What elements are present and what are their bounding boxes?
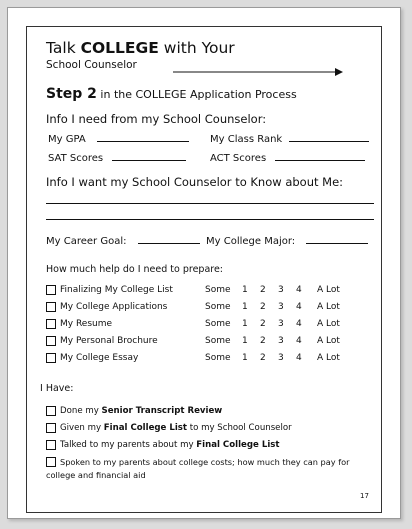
know-line-2[interactable] — [46, 219, 374, 220]
scale-1[interactable]: 1 — [242, 285, 248, 295]
title-bold: COLLEGE — [80, 39, 159, 57]
worksheet-page — [7, 7, 401, 519]
scale-3[interactable]: 3 — [278, 353, 284, 363]
have-item-text — [60, 457, 349, 467]
need-heading: Info I need from my School Counselor: — [46, 112, 267, 126]
act-field — [210, 151, 365, 164]
scale-a-lot: A Lot — [317, 353, 340, 363]
career-field — [46, 234, 200, 247]
scale-1[interactable]: 1 — [242, 353, 248, 363]
scale-some: Some — [205, 302, 231, 312]
scale-4[interactable]: 4 — [296, 319, 302, 329]
scale-a-lot: A Lot — [317, 285, 340, 295]
scale-2[interactable]: 2 — [260, 302, 266, 312]
class-rank-label: My Class Rank — [210, 134, 283, 145]
help-item-label: Finalizing My College List — [60, 285, 173, 295]
checkbox[interactable] — [46, 457, 56, 467]
have-item-text — [60, 423, 292, 433]
scale-2[interactable]: 2 — [260, 353, 266, 363]
have-text-pre: Done my — [60, 406, 102, 416]
checkbox[interactable] — [46, 319, 56, 329]
step-text: in the COLLEGE Application Process — [96, 88, 297, 101]
page-subtitle: School Counselor — [46, 59, 137, 71]
major-label: My College Major: — [206, 236, 296, 247]
scale-some: Some — [205, 353, 231, 363]
scale-2[interactable]: 2 — [260, 336, 266, 346]
know-heading: Info I want my School Counselor to Know about Me: — [46, 175, 344, 189]
scale-a-lot: A Lot — [317, 302, 340, 312]
have-item-text — [60, 406, 222, 416]
have-text-bold: Final College List — [196, 440, 280, 450]
help-item-label: My Resume — [60, 319, 113, 329]
major-blank[interactable] — [306, 234, 368, 244]
sat-label: SAT Scores — [48, 153, 104, 164]
career-label: My Career Goal: — [46, 236, 127, 247]
scale-some: Some — [205, 285, 231, 295]
scale-4[interactable]: 4 — [296, 336, 302, 346]
step-label: Step 2 — [46, 86, 97, 102]
gpa-blank[interactable] — [97, 132, 189, 142]
scale-3[interactable]: 3 — [278, 319, 284, 329]
scale-3[interactable]: 3 — [278, 336, 284, 346]
scale-1[interactable]: 1 — [242, 319, 248, 329]
have-text-line2: college and financial aid — [46, 470, 146, 480]
scale-a-lot: A Lot — [317, 336, 340, 346]
checkbox[interactable] — [46, 440, 56, 450]
arrow-right-icon — [173, 68, 343, 76]
scale-4[interactable]: 4 — [296, 302, 302, 312]
scale-2[interactable]: 2 — [260, 319, 266, 329]
act-label: ACT Scores — [210, 153, 267, 164]
step-heading — [46, 86, 297, 102]
help-item-label: My College Essay — [60, 353, 139, 363]
checkbox[interactable] — [46, 406, 56, 416]
have-text-bold: Senior Transcript Review — [101, 406, 223, 416]
checkbox[interactable] — [46, 353, 56, 363]
title-pre: Talk — [46, 39, 81, 57]
scale-3[interactable]: 3 — [278, 302, 284, 312]
scale-some: Some — [205, 319, 231, 329]
scale-1[interactable]: 1 — [242, 302, 248, 312]
sat-blank[interactable] — [112, 151, 186, 161]
checkbox[interactable] — [46, 285, 56, 295]
scale-some: Some — [205, 336, 231, 346]
have-heading: I Have: — [40, 383, 74, 394]
act-blank[interactable] — [275, 151, 365, 161]
page-title — [46, 39, 235, 57]
know-line-1[interactable] — [46, 203, 374, 204]
major-field — [206, 234, 368, 247]
help-heading: How much help do I need to prepare: — [46, 264, 224, 275]
have-text-pre: Given my — [60, 423, 104, 433]
scale-4[interactable]: 4 — [296, 353, 302, 363]
page-number: 17 — [360, 492, 369, 500]
scale-3[interactable]: 3 — [278, 285, 284, 295]
scale-1[interactable]: 1 — [242, 336, 248, 346]
help-item-label: My College Applications — [60, 302, 168, 312]
career-blank[interactable] — [138, 234, 200, 244]
have-text-pre: Spoken to my parents about college costs; how much they can pay for — [60, 457, 350, 467]
checkbox[interactable] — [46, 423, 56, 433]
checkbox[interactable] — [46, 302, 56, 312]
sat-field — [48, 151, 186, 164]
scale-a-lot: A Lot — [317, 319, 340, 329]
scale-2[interactable]: 2 — [260, 285, 266, 295]
checkbox[interactable] — [46, 336, 56, 346]
have-text-bold: Final College List — [103, 423, 188, 433]
class-rank-blank[interactable] — [289, 132, 369, 142]
have-item-text — [60, 440, 279, 450]
title-post: with Your — [158, 39, 235, 57]
gpa-label: My GPA — [48, 134, 86, 145]
scale-4[interactable]: 4 — [296, 285, 302, 295]
class-rank-field — [210, 132, 369, 145]
help-item-label: My Personal Brochure — [60, 336, 158, 346]
gpa-field — [48, 132, 189, 145]
have-text-pre: Talked to my parents about my — [60, 440, 197, 450]
have-text-post: to my School Counselor — [187, 423, 292, 433]
